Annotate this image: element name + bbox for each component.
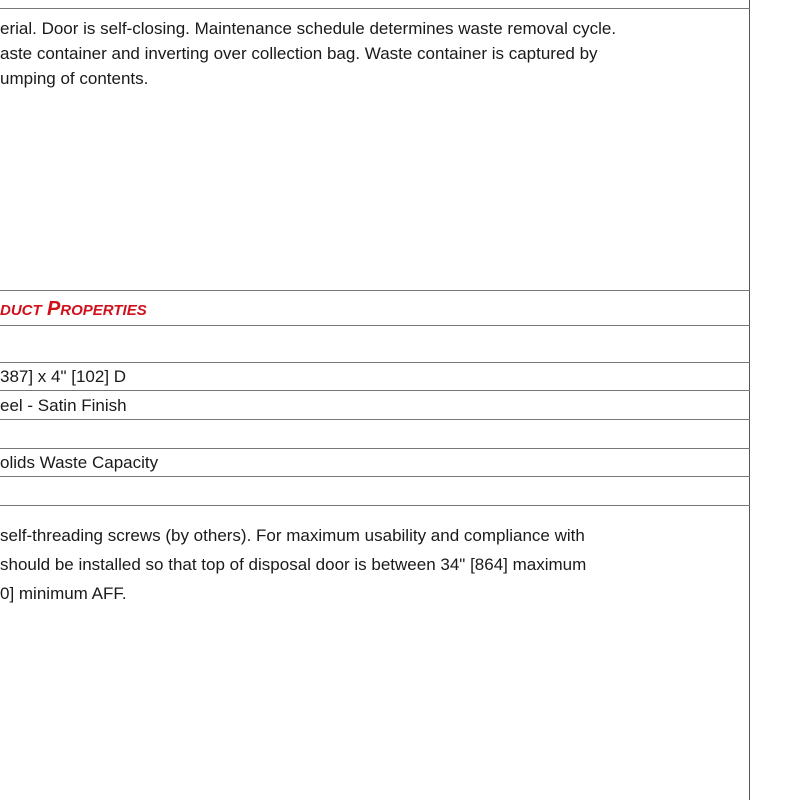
- installation-paragraph: [0, 521, 745, 608]
- description-paragraph: [0, 16, 745, 91]
- properties-rule-3: [0, 390, 750, 391]
- heading-initial: P: [46, 298, 61, 320]
- property-dimensions: 387] x 4" [102] D: [0, 367, 127, 386]
- properties-rule-2: [0, 362, 750, 363]
- section-rule-top: [0, 290, 750, 291]
- properties-rule-6: [0, 476, 750, 477]
- installation-line-3: 0] minimum AFF.: [0, 584, 127, 603]
- description-line-2: aste container and inverting over collection bag. Waste container is captured by: [0, 44, 598, 63]
- top-rule: [0, 8, 750, 9]
- properties-rule-7: [0, 505, 750, 506]
- section-heading: [0, 298, 147, 321]
- property-material: eel - Satin Finish: [0, 396, 127, 415]
- properties-rule-4: [0, 419, 750, 420]
- heading-rest: ROPERTIES: [60, 302, 147, 319]
- property-capacity: olids Waste Capacity: [0, 453, 159, 472]
- description-line-1: erial. Door is self-closing. Maintenance schedule determines waste removal cycle.: [0, 19, 617, 38]
- description-line-3: umping of contents.: [0, 69, 149, 88]
- installation-line-2: should be installed so that top of disposal door is between 34" [864] maximum: [0, 555, 587, 574]
- right-border: [749, 0, 750, 800]
- heading-part1: DUCT: [0, 302, 42, 319]
- properties-rule-5: [0, 448, 750, 449]
- properties-rule-1: [0, 325, 750, 326]
- installation-line-1: self-threading screws (by others). For maximum usability and compliance with: [0, 526, 585, 545]
